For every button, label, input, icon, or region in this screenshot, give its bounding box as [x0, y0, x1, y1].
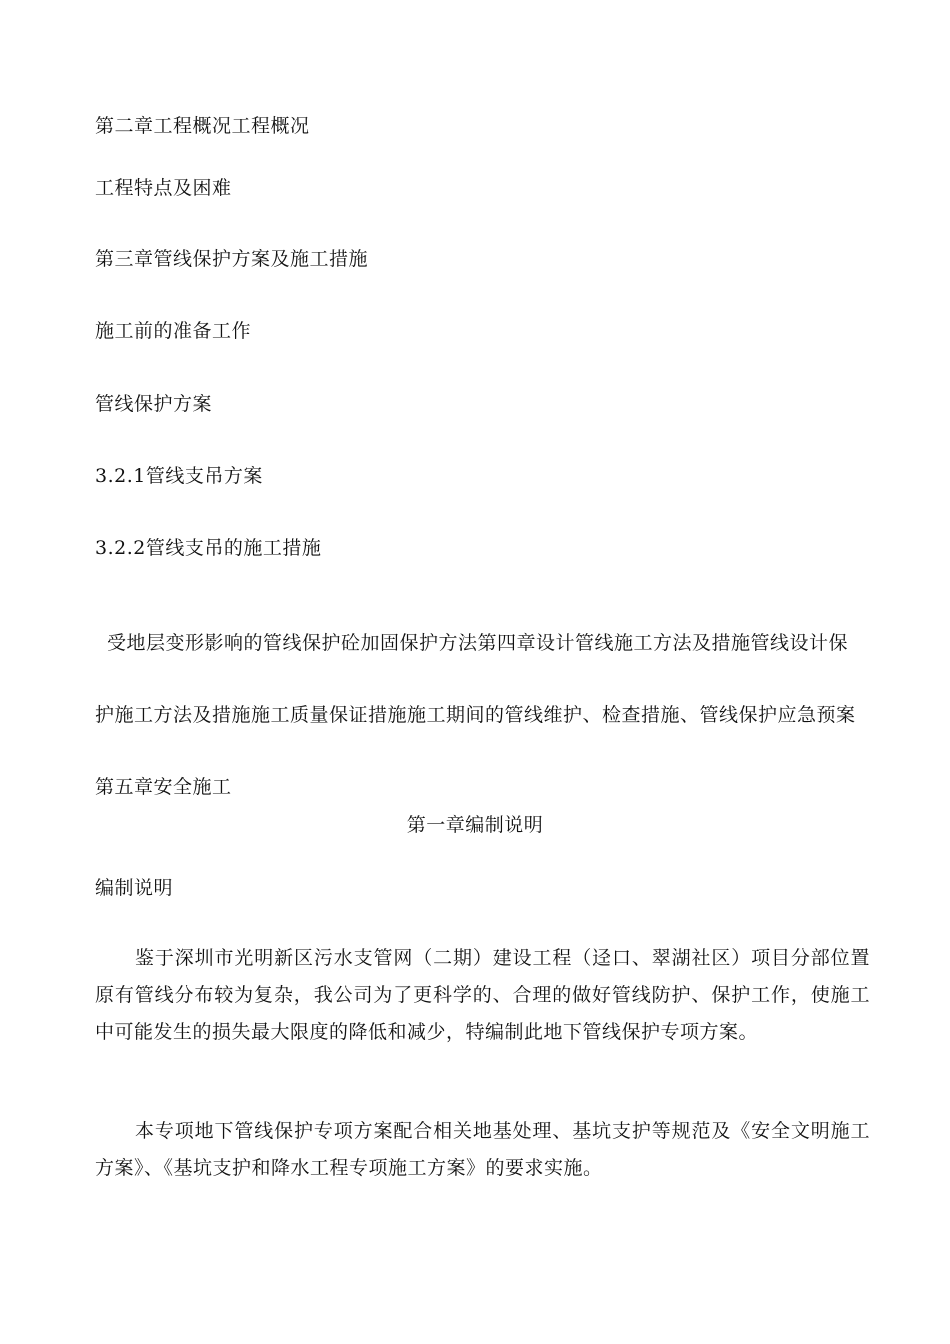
- toc-line-3-2-2: 3.2.2管线支吊的施工措施: [95, 537, 322, 559]
- toc-line-protection-plan: 管线保护方案: [95, 393, 213, 415]
- toc-wrapped-entries: 受地层变形影响的管线保护砼加固保护方法第四章设计管线施工方法及措施管线设计保护施工方法及措施施工质量保证措施施工期间的管线维护、检查措施、管线保护应急预案第五章安全施工: [95, 632, 856, 798]
- body-paragraph-1: 鉴于深圳市光明新区污水支管网（二期）建设工程（迳口、翠湖社区）项目分部位置原有管线分布较为复杂，我公司为了更科学的、合理的做好管线防护、保护工作，使施工中可能发生的损失最大限度的降低和减少，特编制此地下管线保护专项方案。: [95, 947, 870, 1043]
- toc-line-chapter-3: 第三章管线保护方案及施工措施: [95, 248, 369, 270]
- toc-line-features: 工程特点及困难: [95, 177, 232, 199]
- body-paragraph-2: 本专项地下管线保护专项方案配合相关地基处理、基坑支护等规范及《安全文明施工方案》、《基坑支护和降水工程专项施工方案》的要求实施。: [95, 1120, 870, 1179]
- toc-line-chapter-2: 第二章工程概况工程概况: [95, 115, 310, 137]
- toc-line-preparation: 施工前的准备工作: [95, 320, 252, 342]
- section-heading: 编制说明: [95, 877, 174, 899]
- chapter-title: 第一章编制说明: [406, 814, 544, 836]
- toc-line-3-2-1: 3.2.1管线支吊方案: [95, 465, 263, 487]
